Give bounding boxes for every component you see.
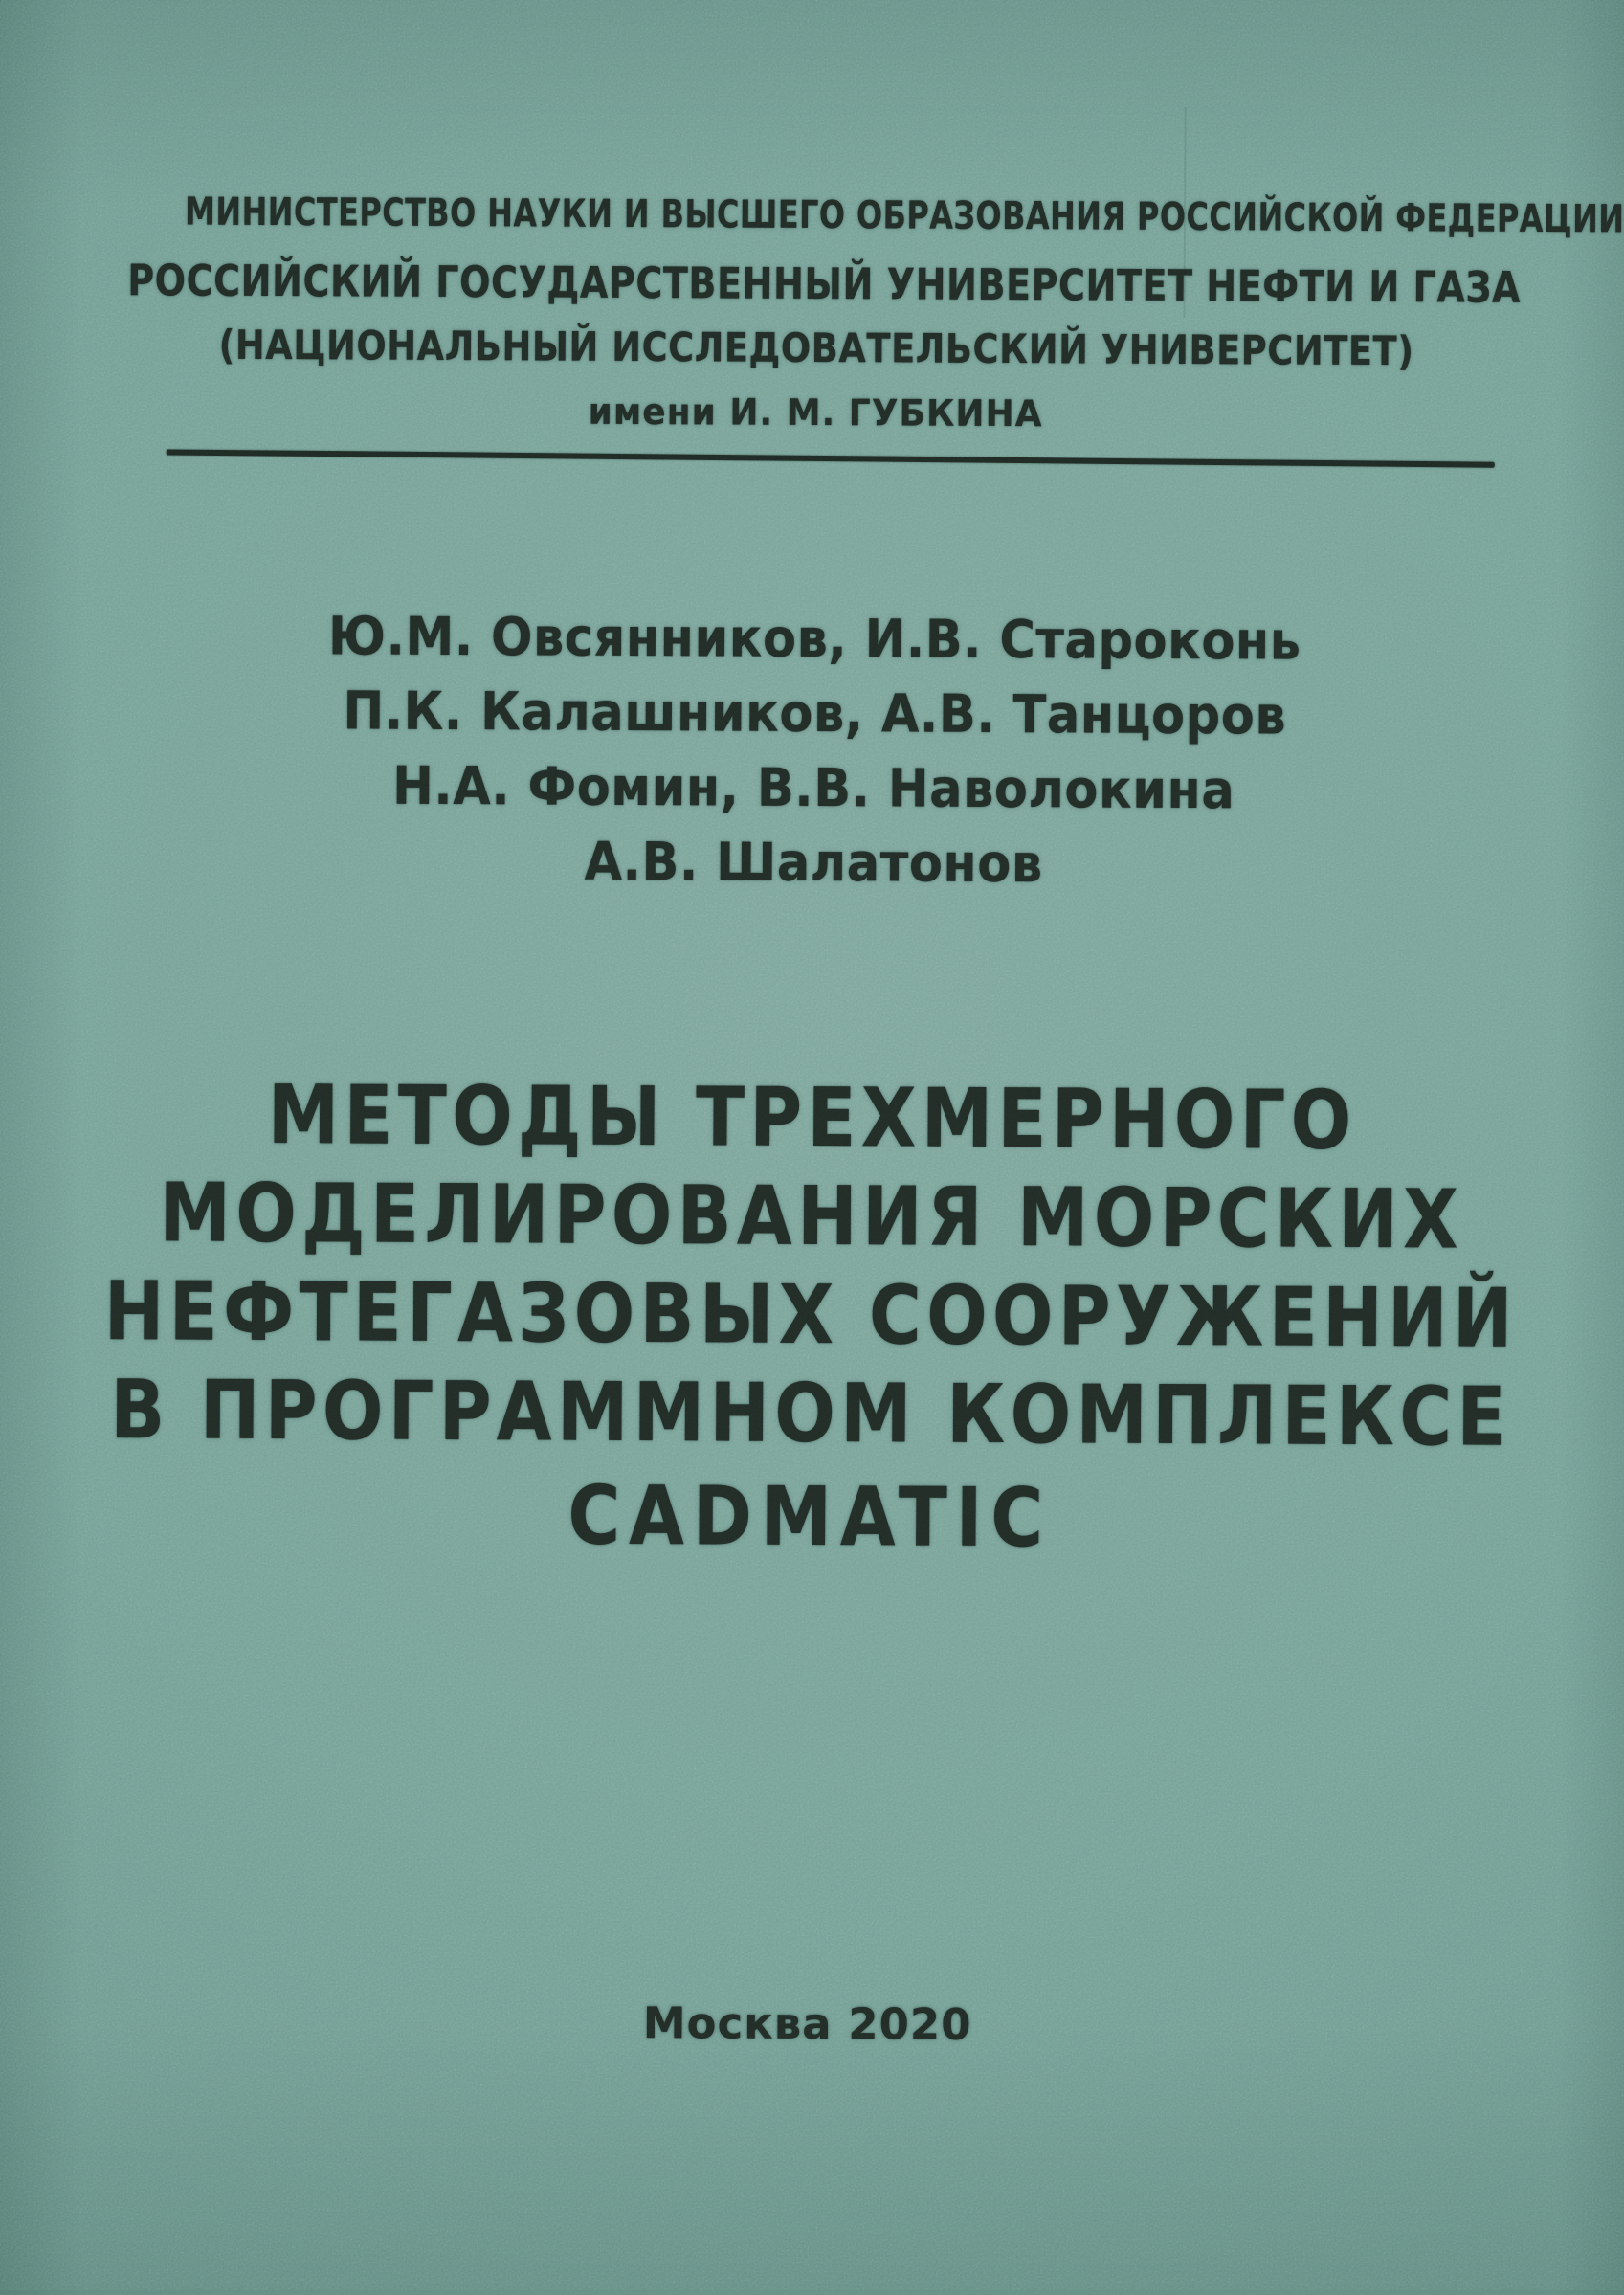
- imprint-text: Москва 2020: [642, 1997, 972, 2050]
- authors-line: [2, 680, 1624, 746]
- ministry-name: [5, 189, 1624, 242]
- authors-line: [1, 830, 1624, 895]
- university-named-after: [4, 390, 1624, 435]
- book-title-text: МОДЕЛИРОВАНИЯ МОРСКИХ: [159, 1166, 1464, 1268]
- authors-line: [3, 605, 1624, 672]
- university-name: [5, 255, 1624, 313]
- imprint-city-year: [0, 1998, 1619, 2050]
- authors-line-text: Ю.М. Овсянников, И.В. Староконь: [327, 605, 1301, 672]
- university-name-text: РОССИЙСКИЙ ГОСУДАРСТВЕННЫЙ УНИВЕРСИТЕТ НЕФТИ И ГАЗА: [127, 255, 1522, 313]
- book-title-line: [0, 1363, 1623, 1465]
- university-status-text: (НАЦИОНАЛЬНЫЙ ИССЛЕДОВАТЕЛЬСКИЙ УНИВЕРСИТЕТ): [218, 321, 1414, 375]
- book-title-line: [0, 1264, 1623, 1367]
- university-status: [4, 321, 1624, 375]
- ministry-name-text: МИНИСТЕРСТВО НАУКИ И ВЫСШЕГО ОБРАЗОВАНИЯ РОССИЙСКОЙ ФЕДЕРАЦИИ: [185, 189, 1624, 242]
- authors-line-text: Н.А. Фомин, В.В. Наволокина: [392, 754, 1235, 821]
- authors-line-text: А.В. Шалатонов: [584, 830, 1043, 895]
- authors-line-text: П.К. Калашников, А.В. Танцоров: [342, 680, 1286, 746]
- book-title-line-cadmatic: [0, 1468, 1622, 1567]
- book-title-text: НЕФТЕГАЗОВЫХ СООРУЖЕНИЙ: [103, 1264, 1519, 1367]
- book-title-text: В ПРОГРАММНОМ КОМПЛЕКСЕ: [110, 1363, 1512, 1465]
- header-divider: [167, 449, 1495, 467]
- book-title-line: [0, 1166, 1624, 1268]
- authors-line: [2, 754, 1624, 821]
- book-title-text: CADMATIC: [567, 1468, 1053, 1567]
- book-title-text: МЕТОДЫ ТРЕХМЕРНОГО: [267, 1068, 1357, 1169]
- book-title-line: [0, 1068, 1624, 1169]
- university-named-after-text: имени И. М. ГУБКИНА: [588, 390, 1044, 435]
